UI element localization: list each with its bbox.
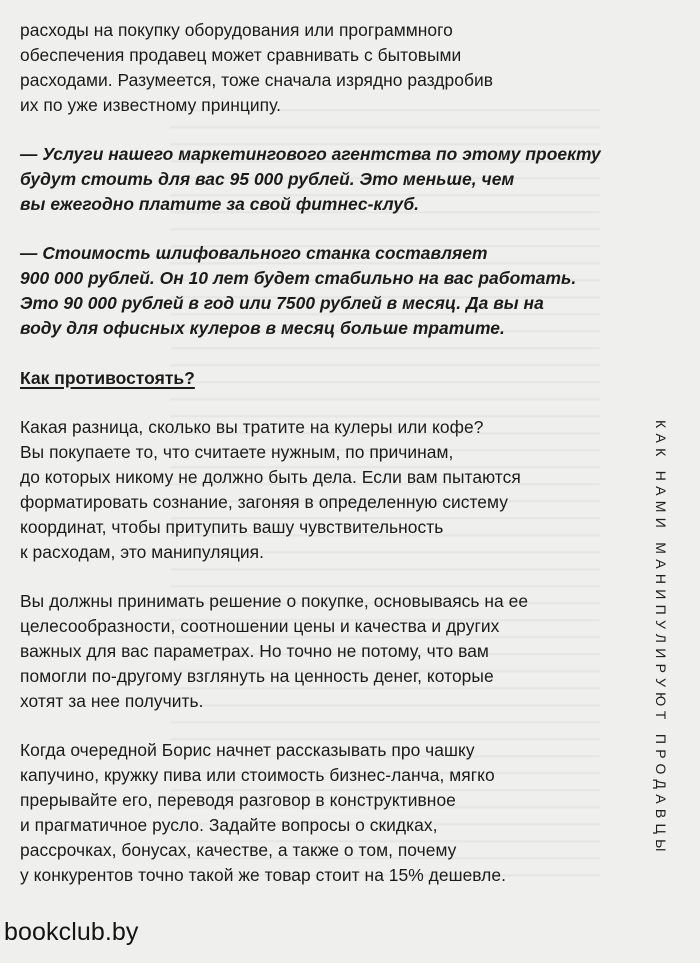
quote-line: Это 90 000 рублей в год или 7500 рублей в месяц. Да вы на: [20, 293, 544, 313]
text-line: к расходам, это манипуляция.: [20, 542, 265, 562]
text-line: целесообразности, соотношении цены и качества и других: [20, 616, 500, 636]
text-line: до которых никому не должно быть дела. Если вам пытаются: [20, 467, 521, 487]
text-line: помогли по-другому взглянуть на ценность денег, которые: [20, 666, 494, 686]
text-line: и прагматичное русло. Задайте вопросы о скидках,: [20, 815, 438, 835]
text-line: хотят за нее получить.: [20, 691, 204, 711]
text-line: у конкурентов точно такой же товар стоит на 15% дешевле.: [20, 865, 506, 885]
quote-line: будут стоить для вас 95 000 рублей. Это меньше, чем: [20, 169, 515, 189]
text-line: Когда очередной Борис начнет рассказывать про чашку: [20, 740, 475, 760]
text-line: прерывайте его, переводя разговор в конструктивное: [20, 790, 456, 810]
quote-1: [20, 142, 601, 217]
quote-line: вы ежегодно платите за свой фитнес-клуб.: [20, 194, 420, 214]
watermark: bookclub.by: [4, 918, 139, 946]
text-line: расходами. Разумеется, тоже сначала изрядно раздробив: [20, 70, 494, 90]
running-title: КАК НАМИ МАНИПУЛИРУЮТ ПРОДАВЦЫ: [653, 420, 669, 857]
quote-line: 900 000 рублей. Он 10 лет будет стабильно на вас работать.: [20, 268, 577, 288]
quote-2: [20, 241, 595, 341]
quote-line: воду для офисных кулеров в месяц больше тратите.: [20, 318, 505, 338]
text-line: форматировать сознание, загоняя в определенную систему: [20, 492, 508, 512]
quote-line: — Услуги нашего маркетингового агентства по этому проекту: [20, 144, 601, 164]
text-line: расходы на покупку оборудования или программного: [20, 20, 453, 40]
text-line: обеспечения продавец может сравнивать с бытовыми: [20, 45, 462, 65]
page-text: [20, 18, 601, 888]
quote-line: — Стоимость шлифовального станка составляет: [20, 243, 488, 263]
text-line: важных для вас параметрах. Но точно не потому, что вам: [20, 641, 489, 661]
paragraph-2: [20, 415, 595, 565]
section-heading: Как противостоять?: [20, 368, 195, 388]
text-line: Вы покупаете то, что считаете нужным, по причинам,: [20, 442, 454, 462]
text-line: рассрочках, бонусах, качестве, а также о том, почему: [20, 840, 457, 860]
text-line: Какая разница, сколько вы тратите на кулеры или кофе?: [20, 417, 484, 437]
paragraph-4: [20, 738, 595, 888]
text-line: координат, чтобы притупить вашу чувствительность: [20, 517, 444, 537]
text-line: капучино, кружку пива или стоимость бизнес-ланча, мягко: [20, 765, 495, 785]
text-line: Вы должны принимать решение о покупке, основываясь на ее: [20, 591, 529, 611]
text-line: их по уже известному принципу.: [20, 95, 281, 115]
paragraph-1: [20, 18, 595, 118]
paragraph-3: [20, 589, 595, 714]
